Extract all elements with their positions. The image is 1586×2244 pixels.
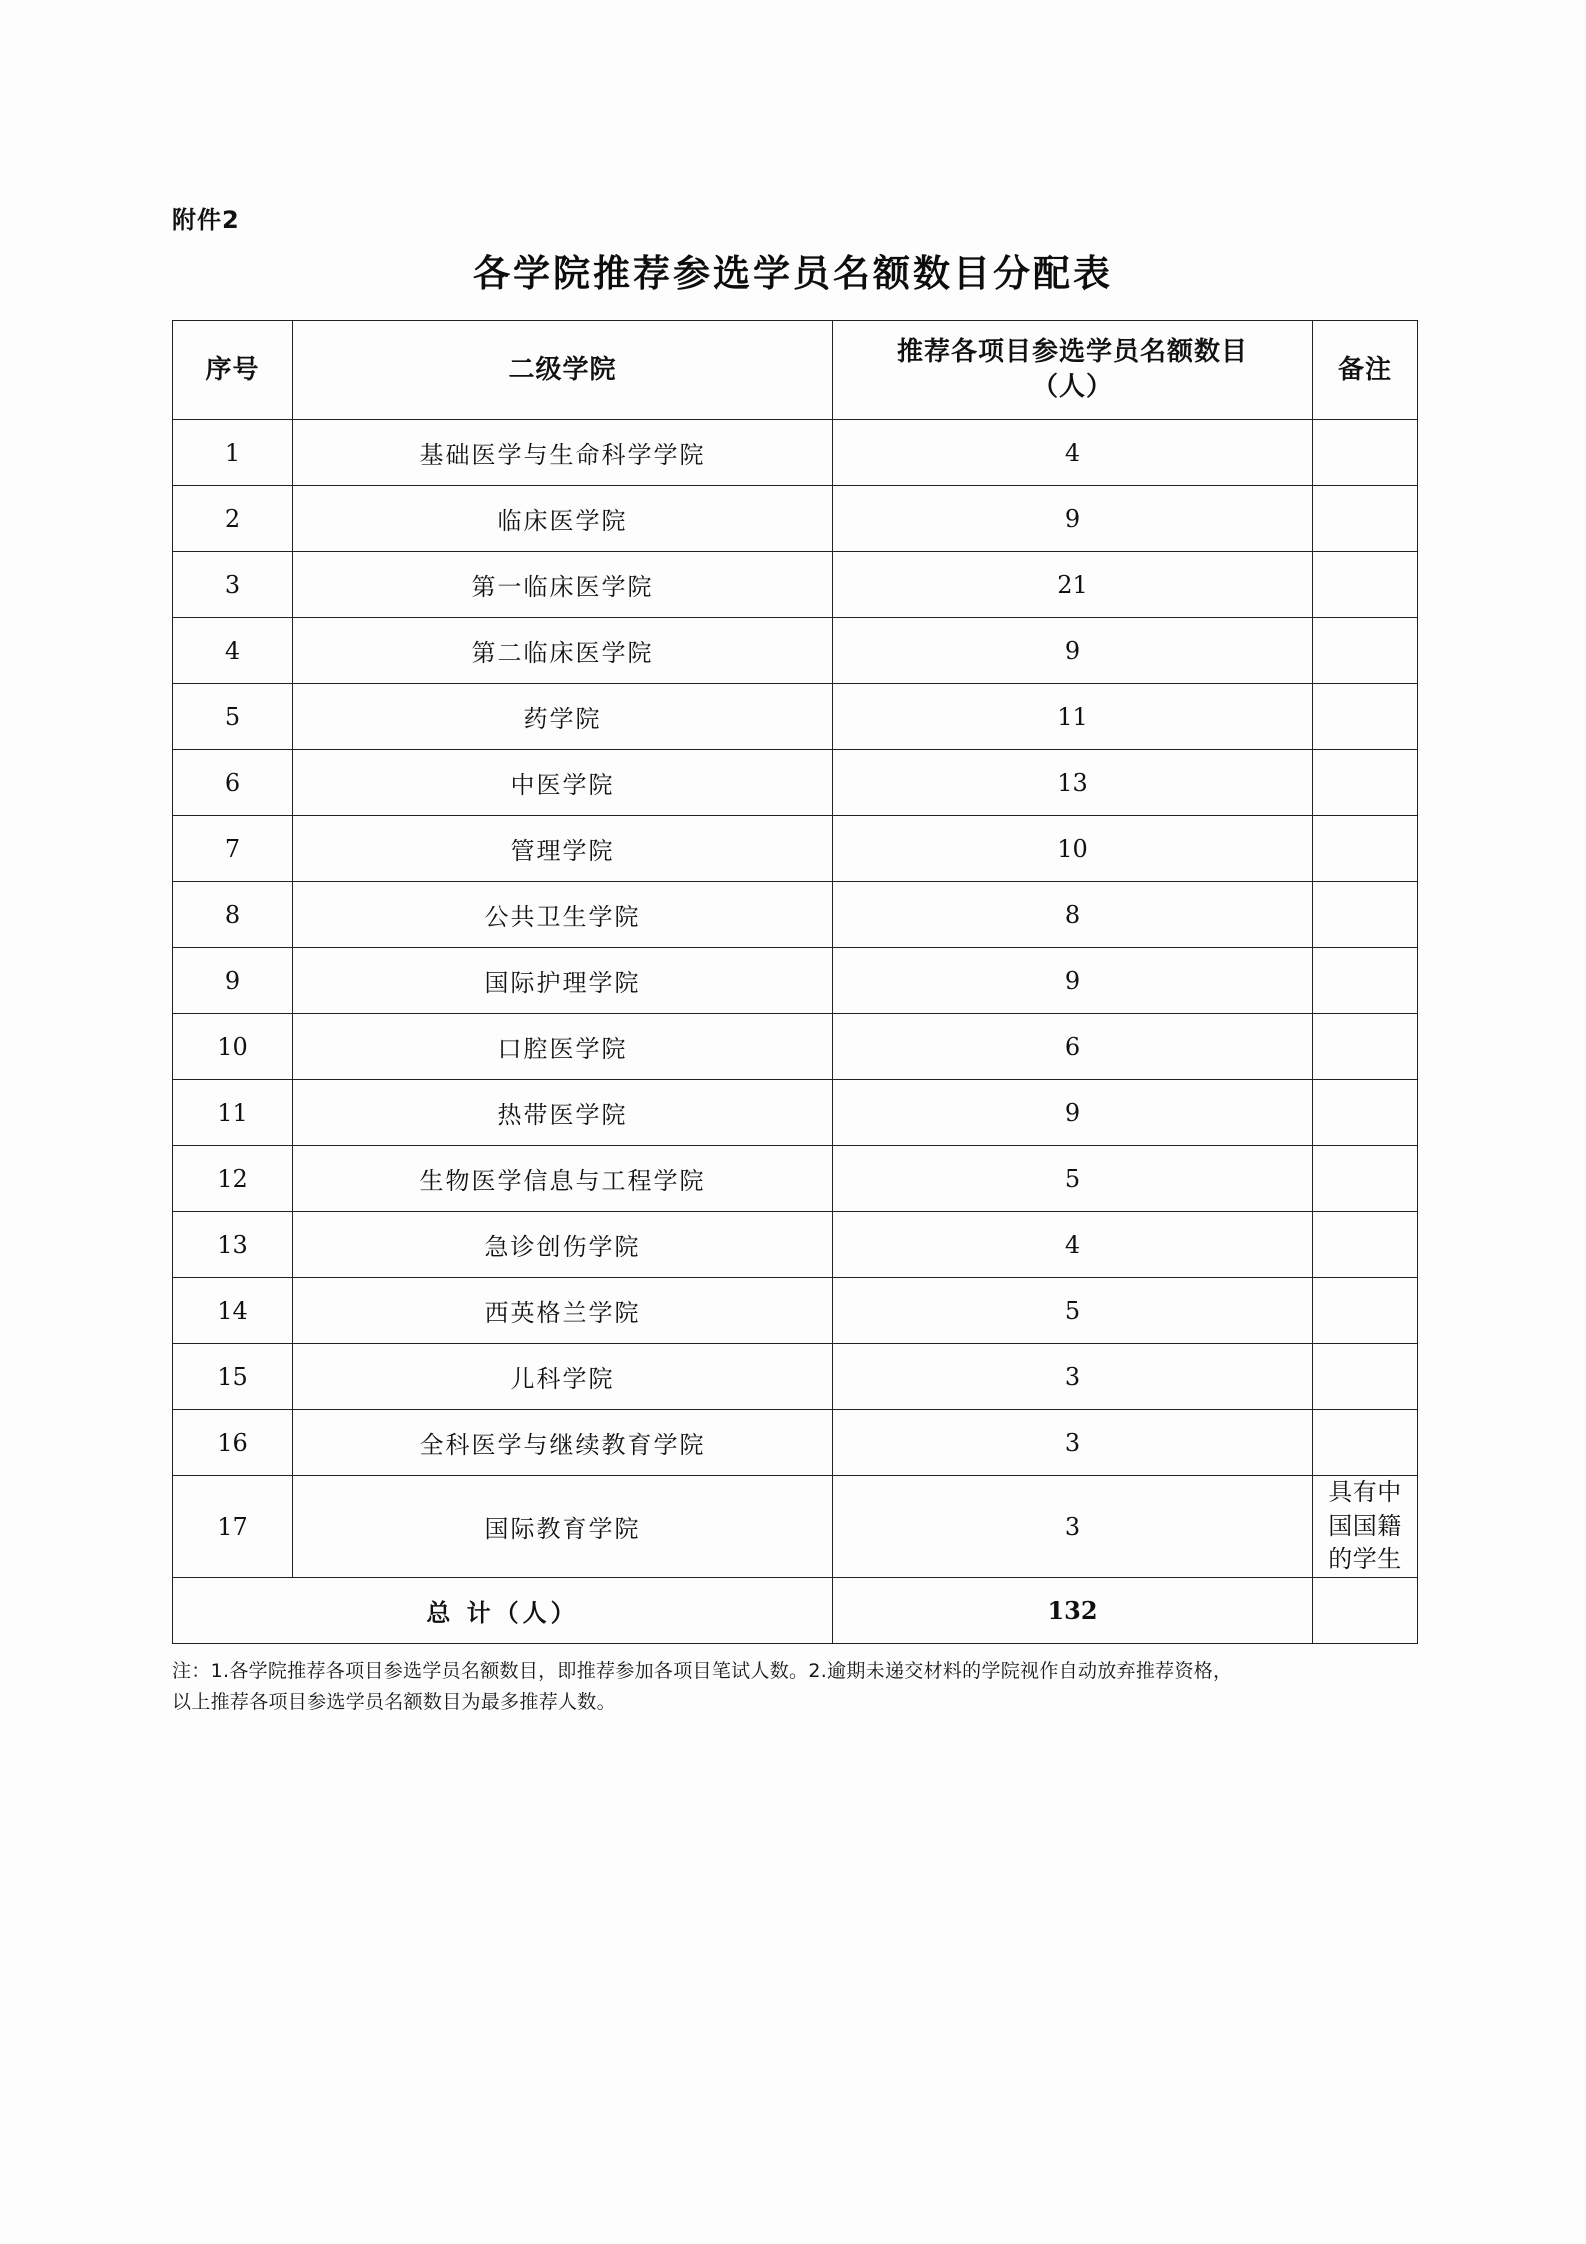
cell-remark: [1313, 684, 1418, 750]
cell-college: 中医学院: [293, 750, 833, 816]
table-note-line-2: 以上推荐各项目参选学员名额数目为最多推荐人数。: [172, 1691, 616, 1714]
column-header-college: 二级学院: [293, 321, 833, 420]
cell-college: 口腔医学院: [293, 1014, 833, 1080]
table-note-line-1: 注：1.各学院推荐各项目参选学员名额数目，即推荐参加各项目笔试人数。2.逾期未递交材料的学院视作自动放弃推荐资格，: [172, 1660, 1233, 1682]
cell-remark: [1313, 1080, 1418, 1146]
cell-college: 热带医学院: [293, 1080, 833, 1146]
cell-remark: [1313, 1410, 1418, 1476]
cell-no: 6: [173, 750, 293, 816]
table-row: [173, 486, 1418, 552]
cell-no: 17: [173, 1476, 293, 1578]
cell-quota: 3: [833, 1476, 1313, 1578]
cell-quota: 21: [833, 552, 1313, 618]
cell-quota: 3: [833, 1410, 1313, 1476]
table-row: [173, 1344, 1418, 1410]
column-header-quota-line2: （人）: [1031, 372, 1113, 403]
table-row: [173, 1278, 1418, 1344]
cell-remark: [1313, 1212, 1418, 1278]
table-row: [173, 1146, 1418, 1212]
column-header-quota: [833, 321, 1313, 420]
cell-quota: 3: [833, 1344, 1313, 1410]
cell-college: 儿科学院: [293, 1344, 833, 1410]
cell-quota: 10: [833, 816, 1313, 882]
table-body: [173, 420, 1418, 1644]
cell-no: 8: [173, 882, 293, 948]
cell-no: 16: [173, 1410, 293, 1476]
table-header: [173, 321, 1418, 420]
cell-remark: [1313, 1476, 1418, 1578]
cell-quota: 5: [833, 1146, 1313, 1212]
table-row: [173, 420, 1418, 486]
cell-college: 管理学院: [293, 816, 833, 882]
cell-remark: [1313, 1278, 1418, 1344]
table-row: [173, 1080, 1418, 1146]
table-row: [173, 882, 1418, 948]
cell-remark: [1313, 1014, 1418, 1080]
cell-college: 临床医学院: [293, 486, 833, 552]
table-row: [173, 1410, 1418, 1476]
table-row: [173, 1476, 1418, 1578]
cell-quota: 9: [833, 1080, 1313, 1146]
cell-college: 生物医学信息与工程学院: [293, 1146, 833, 1212]
cell-college: 急诊创伤学院: [293, 1212, 833, 1278]
cell-no: 1: [173, 420, 293, 486]
cell-no: 9: [173, 948, 293, 1014]
total-label: 总 计（人）: [173, 1577, 833, 1643]
cell-quota: 9: [833, 948, 1313, 1014]
cell-quota: 8: [833, 882, 1313, 948]
cell-no: 5: [173, 684, 293, 750]
cell-college: 国际护理学院: [293, 948, 833, 1014]
cell-remark-line: 具有中国国籍: [1328, 1478, 1402, 1540]
column-header-no: 序号: [173, 321, 293, 420]
cell-quota: 4: [833, 420, 1313, 486]
table-header-row: [173, 321, 1418, 420]
table-row: [173, 618, 1418, 684]
cell-no: 15: [173, 1344, 293, 1410]
cell-college: 全科医学与继续教育学院: [293, 1410, 833, 1476]
cell-college: 基础医学与生命科学学院: [293, 420, 833, 486]
column-header-remark: 备注: [1313, 321, 1418, 420]
table-row: [173, 1014, 1418, 1080]
cell-remark: [1313, 618, 1418, 684]
total-value: 132: [833, 1577, 1313, 1643]
table-row: [173, 684, 1418, 750]
table-total-row: [173, 1577, 1418, 1643]
table-row: [173, 816, 1418, 882]
cell-quota: 9: [833, 486, 1313, 552]
table-row: [173, 948, 1418, 1014]
cell-no: 2: [173, 486, 293, 552]
cell-quota: 13: [833, 750, 1313, 816]
cell-quota: 11: [833, 684, 1313, 750]
table-row: [173, 1212, 1418, 1278]
cell-no: 11: [173, 1080, 293, 1146]
table-row: [173, 750, 1418, 816]
cell-no: 14: [173, 1278, 293, 1344]
cell-college: 第一临床医学院: [293, 552, 833, 618]
cell-quota: 9: [833, 618, 1313, 684]
cell-remark: [1313, 750, 1418, 816]
total-remark: [1313, 1577, 1418, 1643]
cell-remark: [1313, 948, 1418, 1014]
cell-quota: 4: [833, 1212, 1313, 1278]
column-header-quota-line1: 推荐各项目参选学员名额数目: [896, 337, 1248, 367]
cell-quota: 6: [833, 1014, 1313, 1080]
cell-remark: [1313, 1344, 1418, 1410]
cell-college: 第二临床医学院: [293, 618, 833, 684]
cell-no: 10: [173, 1014, 293, 1080]
cell-college: 公共卫生学院: [293, 882, 833, 948]
cell-remark: [1313, 1146, 1418, 1212]
attachment-label: 附件2: [172, 206, 240, 234]
cell-no: 13: [173, 1212, 293, 1278]
cell-remark: [1313, 552, 1418, 618]
page-title: 各学院推荐参选学员名额数目分配表: [473, 251, 1113, 295]
cell-remark: [1313, 882, 1418, 948]
cell-college: 国际教育学院: [293, 1476, 833, 1578]
cell-no: 4: [173, 618, 293, 684]
cell-quota: 5: [833, 1278, 1313, 1344]
cell-college: 西英格兰学院: [293, 1278, 833, 1344]
quota-table: [172, 320, 1418, 1644]
table-row: [173, 552, 1418, 618]
cell-college: 药学院: [293, 684, 833, 750]
cell-remark: [1313, 816, 1418, 882]
cell-no: 12: [173, 1146, 293, 1212]
table-note: [172, 1656, 1422, 1719]
cell-remark: [1313, 486, 1418, 552]
cell-remark: [1313, 420, 1418, 486]
cell-remark-line: 的学生: [1328, 1545, 1402, 1574]
cell-no: 7: [173, 816, 293, 882]
cell-no: 3: [173, 552, 293, 618]
